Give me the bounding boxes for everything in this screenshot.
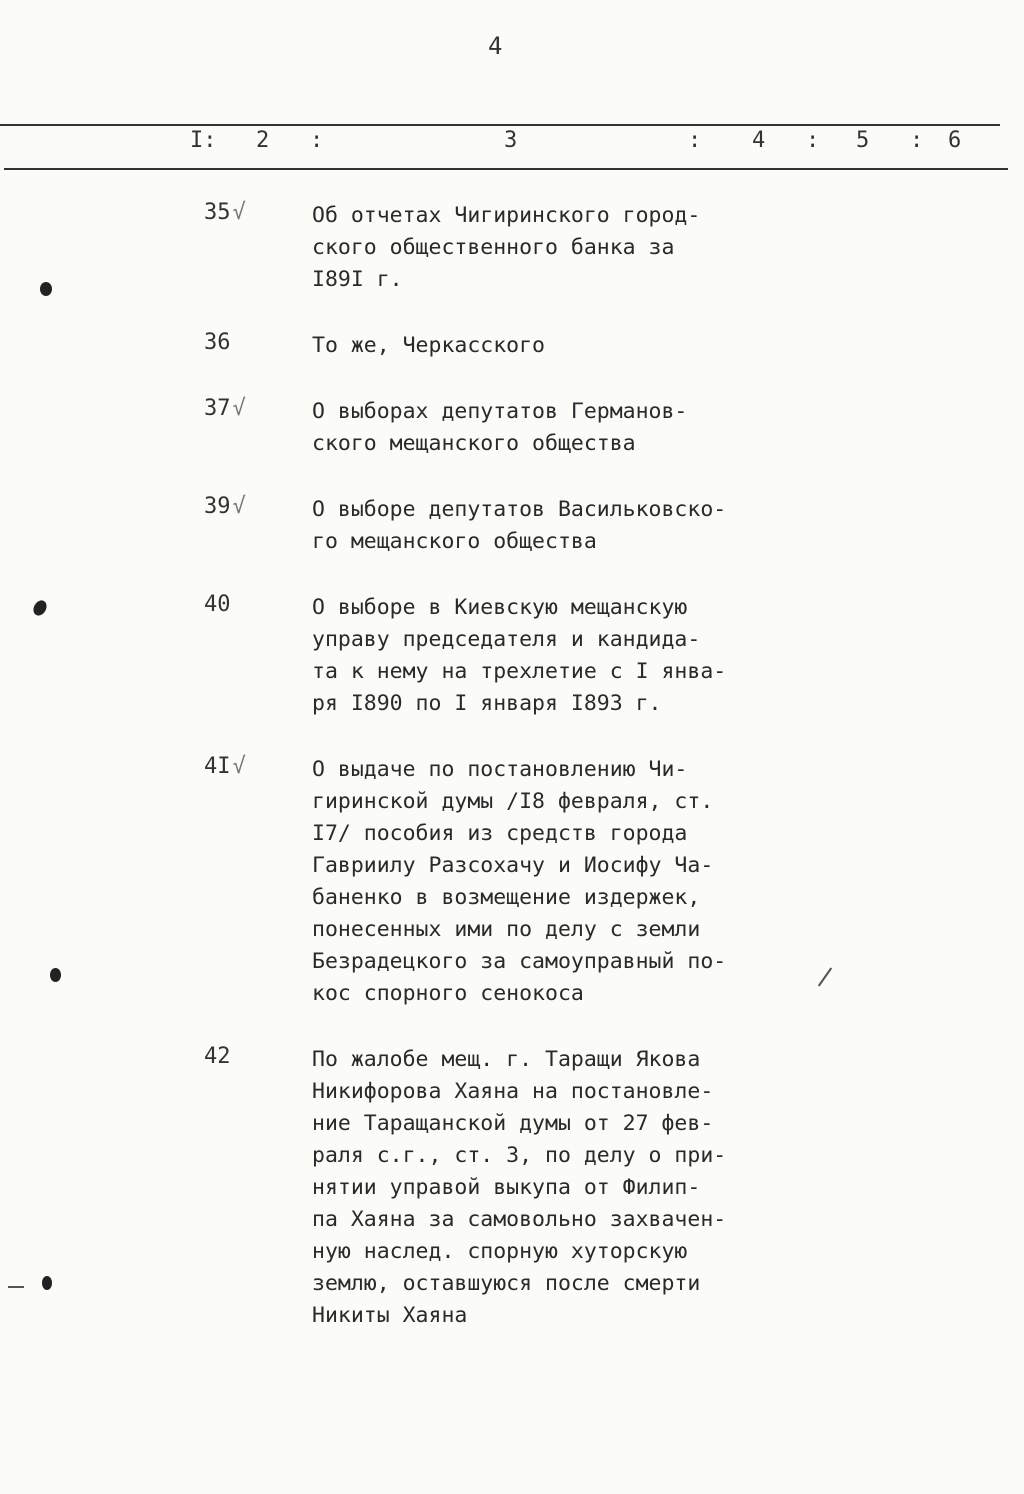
- check-mark-icon: √: [232, 396, 246, 421]
- column-separator: :: [910, 128, 924, 153]
- entry-text-line: ского общественного банка за: [312, 235, 675, 260]
- check-mark-icon: √: [232, 200, 246, 225]
- page-number: 4: [488, 32, 503, 60]
- entry-text-line: I89I г.: [312, 267, 403, 292]
- entry-text-line: нятии управой выкупа от Филип-: [312, 1175, 701, 1200]
- entry-text-line: То же, Черкасского: [312, 333, 545, 358]
- column-separator: :: [688, 128, 702, 153]
- header-rule-top: [0, 124, 1000, 126]
- list-entry: [0, 396, 1024, 460]
- entry-number: [204, 592, 233, 617]
- list-entry: [0, 200, 1024, 296]
- check-mark-icon: √: [232, 754, 246, 779]
- entry-text-line: та к нему на трехлетие с I янва-: [312, 659, 727, 684]
- entry-description: [312, 494, 752, 558]
- entry-text-line: Об отчетах Чигиринского город-: [312, 203, 701, 228]
- list-entry: [0, 330, 1024, 362]
- column-header-3: 3: [504, 128, 518, 153]
- entry-description: [312, 330, 752, 362]
- entry-text-line: По жалобе мещ. г. Таращи Якова: [312, 1047, 701, 1072]
- entry-number-text: 42: [204, 1044, 231, 1069]
- scan-stroke: [8, 1286, 24, 1288]
- column-separator: :: [806, 128, 820, 153]
- entry-description: [312, 592, 752, 720]
- entry-text-line: гиринской думы /I8 февраля, ст.: [312, 789, 714, 814]
- list-entry: [0, 592, 1024, 720]
- column-separator: :: [310, 128, 324, 153]
- list-entry: [0, 494, 1024, 558]
- entry-description: [312, 1044, 752, 1332]
- entry-text-line: раля с.г., ст. 3, по делу о при-: [312, 1143, 727, 1168]
- entry-number: [204, 330, 233, 355]
- column-header-2: 2: [256, 128, 270, 153]
- entry-text-line: ского мещанского общества: [312, 431, 636, 456]
- entry-number: [204, 1044, 233, 1069]
- entry-text-line: понесенных ими по делу с земли: [312, 917, 701, 942]
- entry-number-text: 40: [204, 592, 231, 617]
- check-mark-icon: √: [232, 494, 246, 519]
- entry-text-line: ную наслед. спорную хуторскую: [312, 1239, 688, 1264]
- entry-description: [312, 754, 752, 1010]
- entry-text-line: ние Таращанской думы от 27 фев-: [312, 1111, 714, 1136]
- entry-number-text: 36: [204, 330, 231, 355]
- entry-text-line: I7/ пособия из средств города: [312, 821, 688, 846]
- entry-text-line: Никиты Хаяна: [312, 1303, 468, 1328]
- entry-text-line: ря I890 по I января I893 г.: [312, 691, 662, 716]
- column-header-5: 5: [856, 128, 870, 153]
- entry-number: [204, 200, 246, 225]
- scan-mark: [40, 282, 52, 296]
- column-header-row: [0, 128, 1024, 156]
- entry-description: [312, 396, 752, 460]
- entry-text-line: Никифорова Хаяна на постановле-: [312, 1079, 714, 1104]
- entry-text-line: Безрадецкого за самоуправный по-: [312, 949, 727, 974]
- entry-text-line: землю, оставшуюся после смерти: [312, 1271, 701, 1296]
- scan-mark: [50, 968, 61, 982]
- column-header-1: I:: [190, 128, 217, 153]
- entry-number-text: 37: [204, 396, 231, 421]
- list-entry: [0, 1044, 1024, 1332]
- entry-number-text: 39: [204, 494, 231, 519]
- scan-mark: [42, 1276, 52, 1290]
- column-header-6: 6: [948, 128, 962, 153]
- entry-number: [204, 754, 246, 779]
- list-entry: [0, 754, 1024, 1010]
- entry-text-line: кос спорного сенокоса: [312, 981, 584, 1006]
- entry-text-line: па Хаяна за самовольно захвачен-: [312, 1207, 727, 1232]
- entry-text-line: О выдаче по постановлению Чи-: [312, 757, 688, 782]
- entry-number: [204, 396, 246, 421]
- column-header-4: 4: [752, 128, 766, 153]
- entry-text-line: О выборе в Киевскую мещанскую: [312, 595, 688, 620]
- entry-text-line: го мещанского общества: [312, 529, 597, 554]
- entry-number-text: 4I: [204, 754, 231, 779]
- entry-text-line: управу председателя и кандида-: [312, 627, 701, 652]
- entry-text-line: О выборах депутатов Германов-: [312, 399, 688, 424]
- entry-number: [204, 494, 246, 519]
- entry-text-line: баненко в возмещение издержек,: [312, 885, 701, 910]
- entry-description: [312, 200, 752, 296]
- entry-number-text: 35: [204, 200, 231, 225]
- entries-list: [0, 200, 1024, 1366]
- header-rule-bottom: [4, 168, 1008, 170]
- entry-text-line: О выборе депутатов Васильковско-: [312, 497, 727, 522]
- entry-text-line: Гавриилу Разсохачу и Иосифу Ча-: [312, 853, 714, 878]
